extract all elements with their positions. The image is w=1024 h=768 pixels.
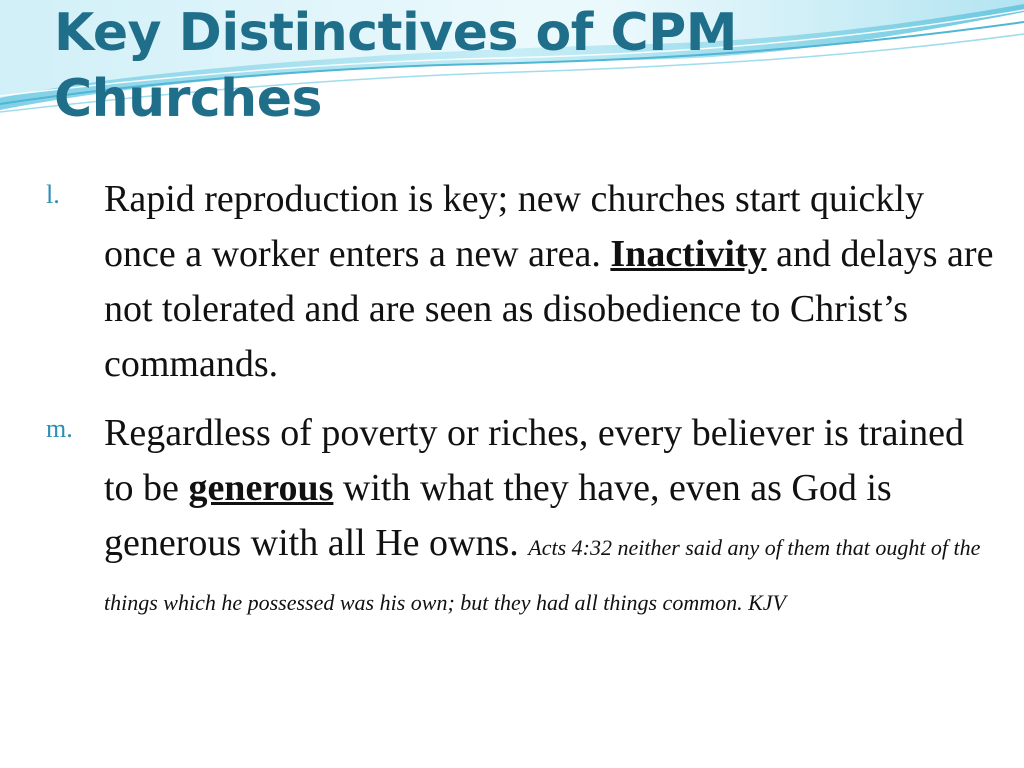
slide-title: Key Distinctives of CPM Churches [54, 3, 737, 129]
bullet-text-start: Rapid reproduction is key; new churches start quickly once a worker enters a new area. [104, 178, 924, 275]
bullet-item-m [0, 406, 1024, 626]
bullet-marker: m. [46, 414, 73, 443]
emphasized-word: generous [188, 467, 334, 509]
scripture-quote: Acts 4:32 neither said any of them that ought of the things which he possessed was his own; but they had all things common. KJV [104, 535, 981, 615]
bullet-list [0, 172, 1024, 640]
bullet-marker: l. [46, 180, 60, 209]
bullet-text-end: with what they have, even as God is generous with all He owns. [104, 467, 892, 564]
bullet-item-l [0, 172, 1024, 392]
bullet-text-end: and delays are not tolerated and are seen as disobedience to Christ’s commands. [104, 233, 994, 385]
bullet-text-start: Regardless of poverty or riches, every believer is trained to be [104, 412, 964, 509]
bullet-text [104, 172, 994, 392]
bullet-text [104, 406, 994, 626]
emphasized-word: Inactivity [610, 233, 767, 275]
